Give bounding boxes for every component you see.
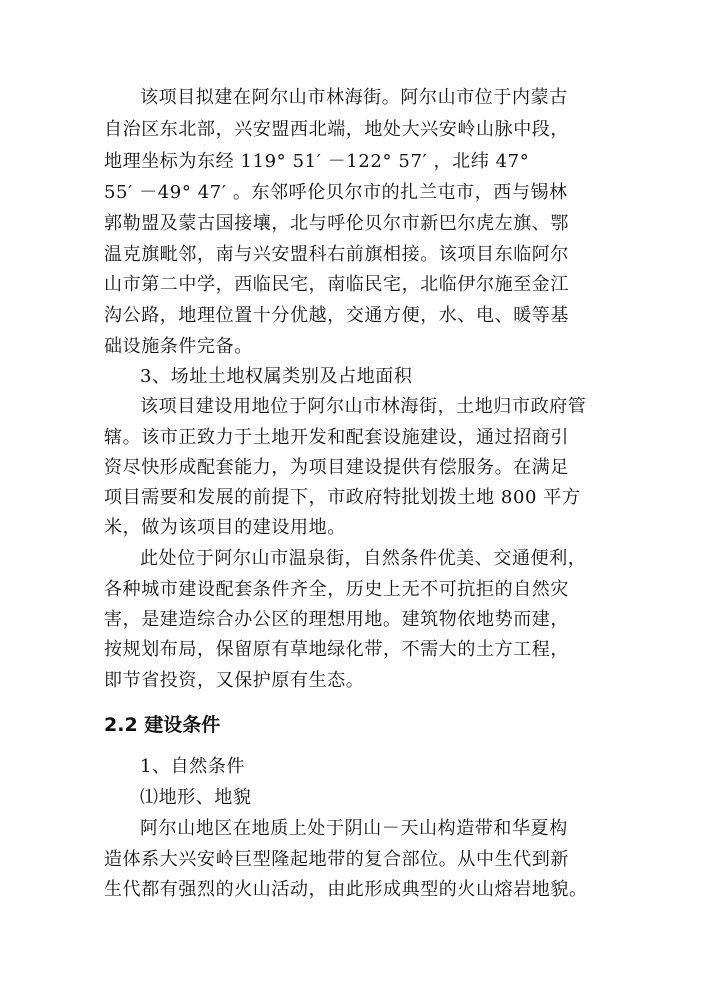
paragraph-line: 辖。该市正致力于土地开发和配套设施建设，通过招商引 bbox=[104, 427, 569, 448]
paragraph-line: 该项目拟建在阿尔山市林海街。阿尔山市位于内蒙古 bbox=[140, 87, 568, 108]
paragraph-line: 沟公路，地理位置十分优越，交通方便，水、电、暖等基 bbox=[104, 305, 569, 326]
paragraph-line: 温克旗毗邻，南与兴安盟科右前旗相接。该项目东临阿尔 bbox=[104, 244, 569, 265]
paragraph-line: 资尽快形成配套能力，为项目建设提供有偿服务。在满足 bbox=[104, 457, 569, 478]
paragraph-line: 按规划布局，保留原有草地绿化带，不需大的土方工程， bbox=[104, 639, 569, 660]
site-land-subheading: 3、场址土地权属类别及占地面积 bbox=[140, 366, 413, 387]
paragraph-line: 生代都有强烈的火山活动，由此形成典型的火山熔岩地貌。 bbox=[104, 879, 588, 900]
paragraph-line: 此处位于阿尔山市温泉街，自然条件优美、交通便利， bbox=[140, 548, 587, 569]
section-heading: 2.2 建设条件 bbox=[104, 714, 221, 736]
paragraph-line: 础设施条件完备。 bbox=[104, 336, 253, 357]
paragraph-line: 55′ －49° 47′ 。东邻呼伦贝尔市的扎兰屯市，西与锡林 bbox=[104, 182, 568, 203]
paragraph-line: 项目需要和发展的前提下，市政府特批划拨土地 800 平方 bbox=[104, 487, 581, 508]
paragraph-line: 该项目建设用地位于阿尔山市林海街，土地归市政府管 bbox=[140, 396, 587, 417]
paragraph-line: 自治区东北部，兴安盟西北端，地处大兴安岭山脉中段， bbox=[104, 119, 569, 140]
paragraph-line: 阿尔山地区在地质上处于阴山－天山构造带和华夏构 bbox=[140, 818, 568, 839]
paragraph-line: 造体系大兴安岭巨型隆起地带的复合部位。从中生代到新 bbox=[104, 849, 569, 870]
paragraph-line: 即节省投资，又保护原有生态。 bbox=[104, 670, 365, 691]
terrain-subheading: ⑴地形、地貌 bbox=[140, 787, 252, 808]
paragraph-line: 害，是建造综合办公区的理想用地。建筑物依地势而建， bbox=[104, 609, 569, 630]
natural-conditions-subheading: 1、自然条件 bbox=[140, 756, 246, 777]
paragraph-line: 各种城市建设配套条件齐全，历史上无不可抗拒的自然灾 bbox=[104, 579, 569, 600]
paragraph-line: 郭勒盟及蒙古国接壤，北与呼伦贝尔市新巴尔虎左旗、鄂 bbox=[104, 213, 569, 234]
paragraph-line: 米，做为该项目的建设用地。 bbox=[104, 517, 346, 538]
paragraph-line: 山市第二中学，西临民宅，南临民宅，北临伊尔施至金江 bbox=[104, 274, 569, 295]
paragraph-line: 地理坐标为东经 119° 51′ －122° 57′ ，北纬 47° bbox=[104, 151, 530, 172]
